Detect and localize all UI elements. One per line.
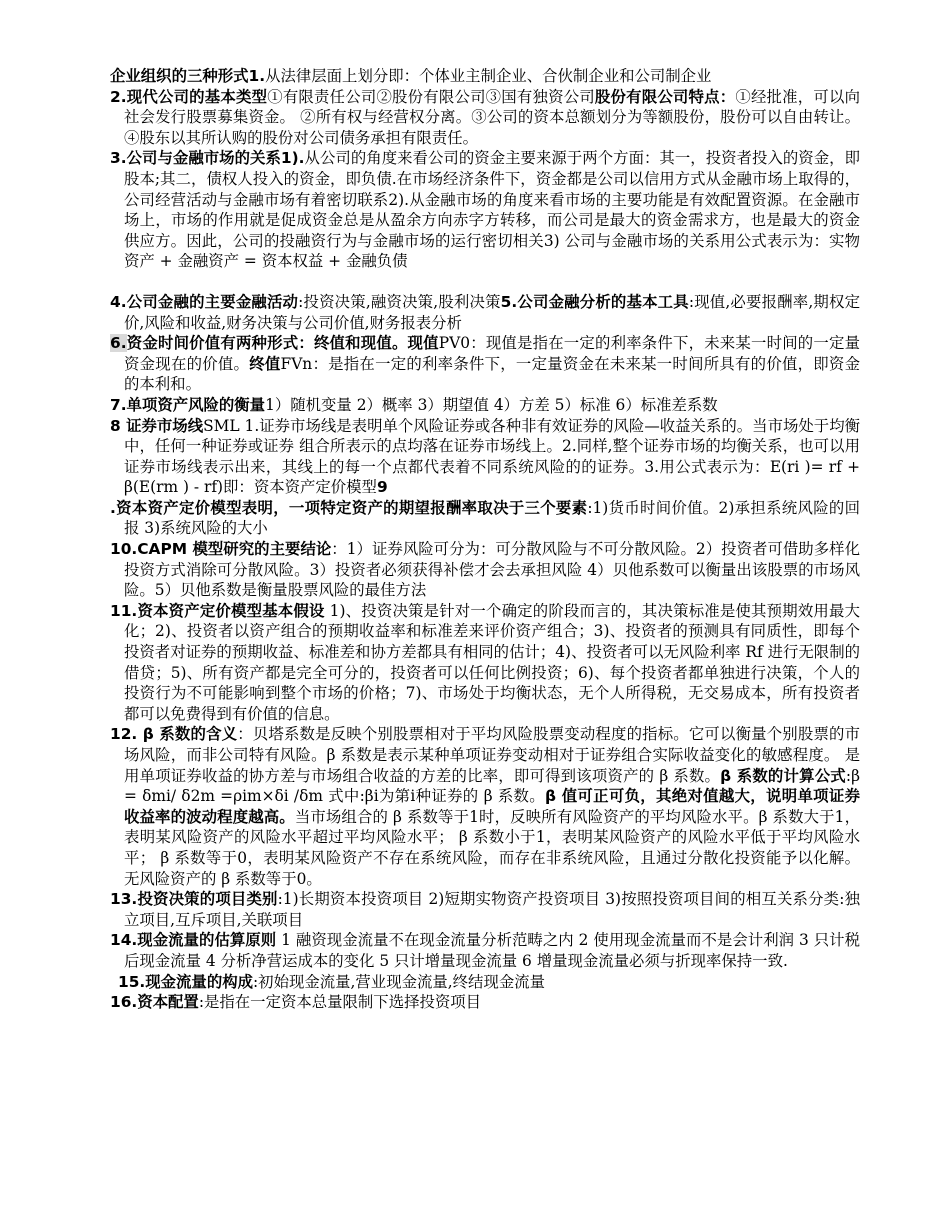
body-text: ①有限责任公司②股份有限公司③国有独资公司: [267, 87, 595, 106]
bold-heading-text: .资本资产定价模型表明，一项特定资产的期望报酬率取决于三个要素: [110, 498, 588, 517]
bold-heading-text: 16.资本配置: [110, 993, 199, 1012]
bold-heading-text: β 值可正可负，其绝对值越大，说明单项证券收益率的波动程度越高。: [124, 787, 860, 826]
body-text: :现值,必要报酬率,期权定价,风险和收益,财务决策与公司价值,财务报表分析: [124, 292, 860, 332]
body-text: 从法律层面上划分即：个体业主制企业、合伙制企业和公司制企业: [265, 67, 712, 85]
bold-heading-text: 1.: [248, 67, 266, 85]
body-text: :1)货币时间价值。2)承担系统风险的回报 3)系统风险的大小: [124, 498, 860, 538]
body-text: 当市场组合的 β 系数等于1时，反映所有风险资产的平均风险水平。β 系数大于1，表明某风险资产的风险水平超过平均风险水平； β 系数小于1，表明某风险资产的风险水平低于平均风险水平； β 系数等于0，表明某风险资产不存在系统风险，而存在非系统风险，且通过分散化投资能予以化解。无风险资产的 β 系数等于0。: [124, 807, 860, 888]
bold-heading-text: 11.资本资产定价模型基本假设: [110, 601, 325, 620]
paragraph: [110, 539, 860, 601]
bold-heading-text: 2.现代公司的基本类型: [110, 87, 268, 106]
bold-heading-text: 5.公司金融分析的基本工具: [500, 292, 689, 311]
bold-heading-text: β 系数的计算公式: [720, 766, 846, 785]
bold-heading-text: 7.单项资产风险的衡量: [110, 395, 266, 414]
body-text: :是指在一定资本总量限制下选择投资项目: [198, 993, 482, 1012]
paragraph: [110, 333, 860, 395]
body-text: 从公司的角度来看公司的资金主要来源于两个方面：其一，投资者投入的资金，即股本;其二，债权人投入的资金，即负债.在市场经济条件下，资金都是公司以信用方式从金融市场上取得的，公司经营活动与金融市场有着密切联系2).从金融市场的角度来看市场的主要功能是有效配置资源。在金融市场上，市场的作用就是促成资金总是从盈余方向赤字方转移，而公司是最大的资金需求方，也是最大的资金供应方。因此，公司的投融资行为与金融市场的运行密切相关3) 公司与金融市场的关系用公式表示为：实物资产 + 金融资产 = 资本权益 + 金融负债: [124, 149, 860, 271]
body-text: ：1）证券风险可分为：可分散风险与不可分散风险。2）投资者可借助多样化投资方式消除可分散风险。3）投资者必须获得补偿才会去承担风险 4）贝他系数可以衡量出该股票的市场风险。5）贝他系数是衡量股票风险的最佳方法: [124, 540, 860, 600]
bold-heading-text: 4.公司金融的主要金融活动: [110, 292, 299, 311]
paragraph: [110, 889, 860, 930]
paragraph: [110, 395, 860, 416]
bold-heading-text: 终值: [249, 354, 281, 373]
body-text: 1)、投资决策是针对一个确定的阶段而言的，其决策标准是使其预期效用最大化；2)、投资者以资产组合的预期收益率和标准差来评价资产组合；3)、投资者的预测具有同质性，即每个投资者对证券的预期收益、标准差和协方差都具有相同的估计；4)、投资者可以无风险利率 Rf 进行无限制的借贷；5)、所有资产都是完全可分的，投资者可以任何比例投资；6)、每个投资者都单独进行决策，个人的投资行为不可能影响到整个市场的价格；7)、市场处于均衡状态，无个人所得税，无交易成本，所有投资者都可以免费得到有价值的信息。: [124, 601, 860, 723]
body-text: 1）随机变量 2）概率 3）期望值 4）方差 5）标准 6）标准差系数: [265, 395, 718, 414]
body-text: ①经批准，可以向社会发行股票募集资金。 ②所有权与经营权分离。③公司的资本总额划分为等额股份，股份可以自由转让。④股东以其所认购的股份对公司债务承担有限责任。: [124, 87, 860, 147]
bold-heading-text: 13.投资决策的项目类别: [110, 890, 278, 909]
paragraph: [110, 498, 860, 539]
paragraph: [110, 292, 860, 333]
body-text: :投资决策,融资决策,股利决策: [298, 292, 501, 311]
body-text: PV0：现值是指在一定的利率条件下，未来某一时间的一定量资金现在的价值。: [124, 334, 860, 373]
body-text: :初始现金流量,营业现金流量,终结现金流量: [253, 972, 546, 991]
paragraph: [110, 724, 860, 889]
body-text: ：贝塔系数是反映个别股票相对于平均风险股票变动程度的指标。它可以衡量个别股票的市场风险，而非公司特有风险。β 系数是表示某种单项证券变动相对于证券组合实际收益变化的敏感程度。 是用单项证券收益的协方差与市场组合收益的方差的比率，即可得到该项资产的 β 系数。: [124, 725, 860, 785]
bold-heading-text: 10.CAPM 模型研究的主要结论: [110, 540, 332, 559]
paragraph: [110, 66, 860, 87]
paragraph: [110, 416, 860, 498]
paragraph: [110, 601, 860, 725]
bold-heading-text: 现值: [407, 334, 439, 353]
paragraph-spacer: [110, 272, 860, 292]
paragraph: [110, 992, 860, 1013]
bold-heading-text: 8 证券市场线: [110, 416, 204, 435]
bold-heading-text: 15.现金流量的构成: [118, 972, 253, 991]
body-text: :1)长期资本投资项目 2)短期实物资产投资项目 3)按照投资项目间的相互关系分类:独立项目,互斥项目,关联项目: [124, 890, 861, 929]
bold-heading-text: 12. β 系数的含义: [110, 725, 238, 744]
paragraph: [110, 972, 860, 993]
paragraph: [110, 87, 860, 149]
paragraph: [110, 148, 860, 272]
bold-heading-text: 资金时间价值有两种形式：终值和现值。: [126, 334, 408, 353]
bold-heading-text: 股份有限公司特点：: [594, 87, 736, 106]
bold-heading-text: 14.现金流量的估算原则: [110, 931, 277, 950]
bold-heading-text: 6.: [110, 334, 127, 353]
body-text: :β = δmi/ δ2m =ρim×δi /δm 式中:βi为第i种证券的 β 系数。: [124, 766, 860, 806]
paragraph: [110, 930, 860, 971]
bold-heading-text: 企业组织的三种形式: [110, 67, 249, 85]
body-text: 1 融资现金流量不在现金流量分析范畴之内 2 使用现金流量而不是会计利润 3 只计税后现金流量 4 分析净营运成本的变化 5 只计增量现金流量 6 增量现金流量必须与折现率保持一致.: [124, 931, 860, 970]
bold-heading-text: 9: [376, 478, 388, 497]
bold-heading-text: 3.公司与金融市场的关系: [110, 149, 281, 168]
body-text: FVn：是指在一定的利率条件下，一定量资金在未来某一时间所具有的价值，即资金的本利和。: [124, 354, 860, 394]
body-text: SML 1.证券市场线是表明单个风险证券或各种非有效证券的风险—收益关系的。当市场处于均衡中，任何一种证券或证券 组合所表示的点均落在证券市场线上。2.同样,整个证券市场的均衡关系，也可以用证券市场线表示出来，其线上的每一个点都代表着不同系统风险的的证券。3.用公式表示为：E(ri )= rf + β(E(rm ) - rf)即：资本资产定价模型: [124, 416, 860, 497]
bold-heading-text: 1).: [280, 149, 305, 168]
